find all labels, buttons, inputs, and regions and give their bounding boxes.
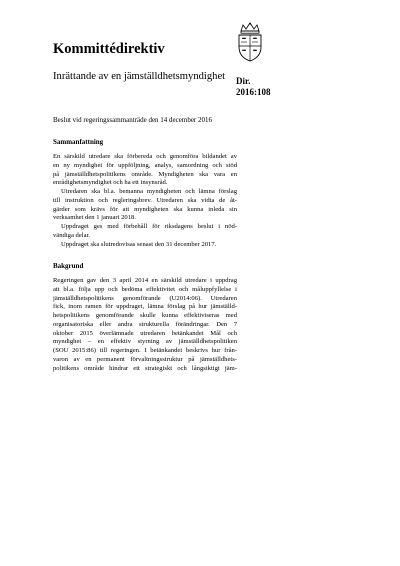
document-subtitle: Inrättande av en jämställdhetsmyndighet [53,71,226,82]
text-line: på jämställdhetspolitikens område. Myndigheten ska vara en [53,170,237,178]
text-line: Regeringen gav den 3 april 2014 en särskild utredare i uppdrag [53,277,237,284]
text-line: Utredaren ska bl.a. bemanna myndigheten och lämna förslag [61,188,237,195]
text-line: oktober 2015 överlämnade utredaren betänkandet Mål och [53,329,237,337]
text-line: fick, inom ramen för uppdraget, lämna förslag på hur jämställd- [53,303,237,311]
section-heading-background: Bakgrund [53,262,84,270]
text-line: Uppdraget ska slutredovisas senast den 31 december 2017. [61,240,217,248]
directive-number: 2016:108 [236,87,271,97]
national-coat-of-arms-icon [235,22,265,62]
section-heading-summary: Sammanfattning [53,138,104,146]
text-line: hetspolitikens genomförande skulle kunna effektiviseras med [53,312,237,319]
text-line: till instruktion och regleringsbrev. Utredaren ska vidta de åt- [53,196,237,204]
text-line: gärder som krävs för att myndigheten ska kunna inleda sin [53,205,237,213]
text-line: myndighet – en effektiv styrning av jämställdhetspolitiken [53,338,237,346]
text-line: Uppdraget ges med förbehåll för riksdagens beslut i nöd- [61,223,237,230]
text-line: att bl.a. följa upp och bedöma effektivitet och måluppfyllelse i [53,285,237,293]
text-line: verksamhet den 1 januari 2018. [53,214,136,222]
text-line: en ny myndighet för uppföljning, analys, samordning och stöd [53,161,237,169]
document-title: Kommittédirektiv [53,41,165,57]
background-text [53,277,237,373]
text-line: jämställdhetspolitikens genomförande (U2014:06). Utredaren [53,294,237,302]
text-line: varon av en permanent förvaltningsstruktur på jämställdhets- [53,355,237,363]
text-line: organisatoriska eller andra strukturella förändringar. Den 7 [53,320,237,328]
directive-label: Dir. [236,76,251,86]
decision-line: Beslut vid regeringssammanträde den 14 december 2016 [53,116,213,124]
text-line: enrådighetsmyndighet och ha ett insynsråd. [53,179,168,187]
summary-text [53,153,237,249]
text-line: (SOU 2015:86) till regeringen. I betänkandet beskrivs hur från- [53,347,237,354]
text-line: politikens område hindrar ett strategiskt och långsiktigt jäm- [53,364,237,372]
text-line: vändiga delar. [53,231,90,239]
text-line: En särskild utredare ska förbereda och genomföra bildandet av [53,153,237,160]
